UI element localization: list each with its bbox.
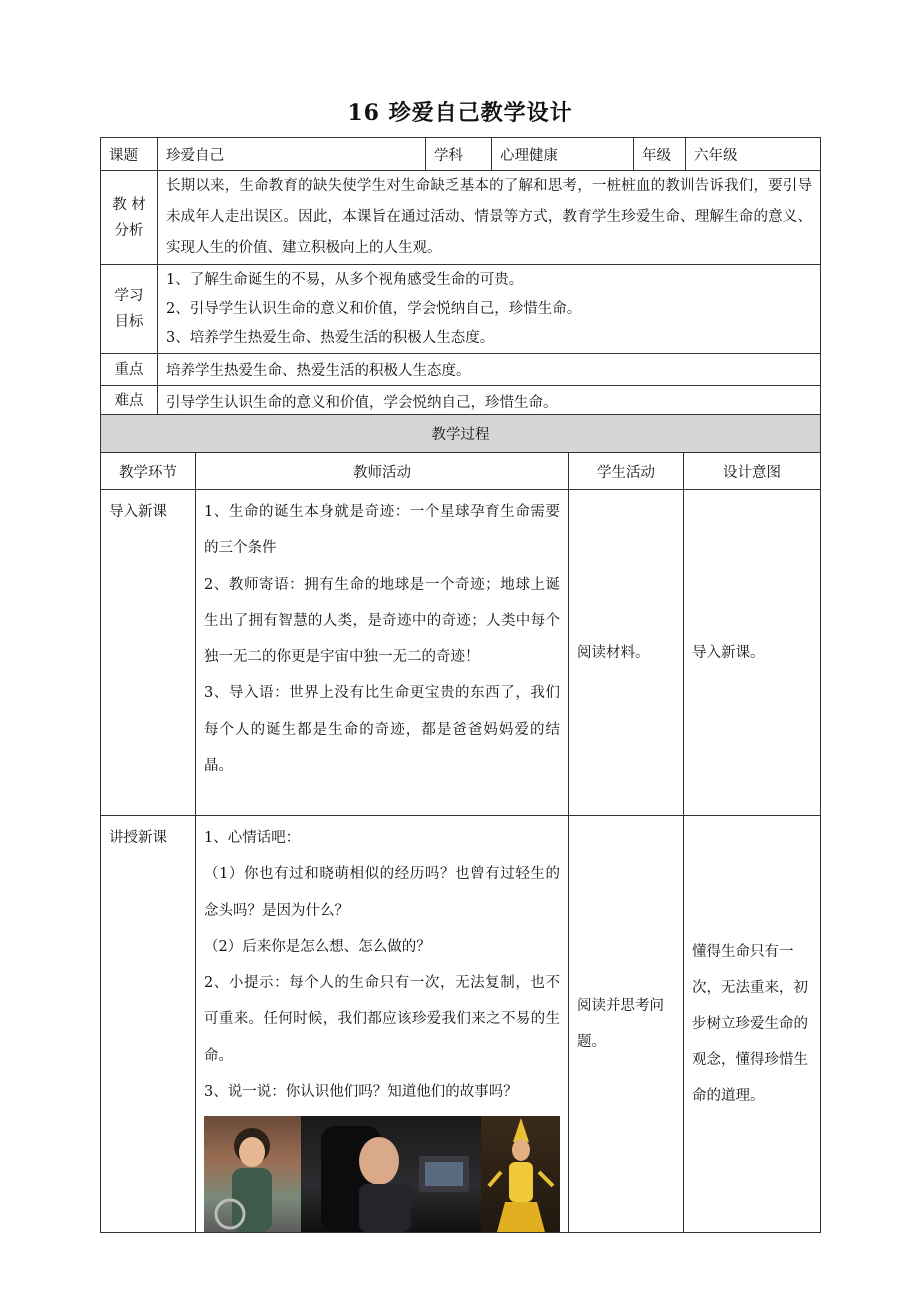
person-silhouette-icon <box>481 1116 560 1232</box>
teacher-activity-cell <box>196 490 569 816</box>
info-row <box>101 138 821 171</box>
teacher-activity-item: （1）你也有过和晓萌相似的经历吗？也曾有过轻生的念头吗？是因为什么？ <box>204 866 560 919</box>
teacher-activity-item: 3、导入语：世界上没有比生命更宝贵的东西了，我们每个人的诞生都是生命的奇迹，都是爸爸妈妈爱的结晶。 <box>204 685 560 775</box>
analysis-text: 长期以来，生命教育的缺失使学生对生命缺乏基本的了解和思考，一桩桩血的教训告诉我们，要引导未成年人走出误区。因此，本课旨在通过活动、情景等方式，教育学生珍爱生命、理解生命的意义、实现人生的价值、建立积极向上的人生观。 <box>158 171 821 265</box>
process-row-new-lesson <box>101 816 821 1233</box>
teacher-activity-cell <box>196 816 569 1233</box>
goals-label-line2: 目标 <box>114 314 144 330</box>
key-point-text: 培养学生热爱生命、热爱生活的积极人生态度。 <box>158 354 821 386</box>
subject-value: 心理健康 <box>492 138 634 171</box>
goal-item: 3、培养学生热爱生命、热爱生活的积极人生态度。 <box>166 329 495 346</box>
student-activity-cell: 阅读材料。 <box>569 490 684 816</box>
design-intent-cell: 懂得生命只有一次，无法重来，初步树立珍爱生命的观念，懂得珍惜生命的道理。 <box>684 816 821 1233</box>
goals-row <box>101 265 821 354</box>
goals-label <box>101 265 158 354</box>
goal-item: 2、引导学生认识生命的意义和价值，学会悦纳自己，珍惜生命。 <box>166 300 582 317</box>
stage-cell: 导入新课 <box>101 490 196 816</box>
design-intent-cell: 导入新课。 <box>684 490 821 816</box>
process-banner: 教学过程 <box>101 415 821 453</box>
grade-label: 年级 <box>634 138 686 171</box>
course-label: 课题 <box>101 138 158 171</box>
lesson-info-table <box>100 137 821 417</box>
difficulty-row <box>101 386 821 417</box>
key-point-row <box>101 354 821 386</box>
page-title: 16 珍爱自己教学设计 <box>347 100 573 126</box>
course-value: 珍爱自己 <box>158 138 426 171</box>
teacher-activity-item: 2、小提示：每个人的生命只有一次，无法复制，也不可重来。任何时候，我们都应该珍爱我们来之不易的生命。 <box>204 975 560 1064</box>
stage-cell: 讲授新课 <box>101 816 196 1233</box>
header-student: 学生活动 <box>569 453 684 490</box>
person-silhouette-icon <box>301 1116 481 1232</box>
person-silhouette-icon <box>204 1116 301 1232</box>
analysis-label <box>101 171 158 265</box>
photo-dancer <box>481 1116 560 1232</box>
goals-list <box>158 265 821 354</box>
goals-label-line1: 学习 <box>114 288 144 304</box>
difficulty-label: 难点 <box>101 386 158 417</box>
teacher-activity-item: 3、说一说：你认识他们吗？知道他们的故事吗？ <box>204 1084 518 1101</box>
photo-hawking <box>301 1116 481 1232</box>
photo-strip <box>204 1116 560 1232</box>
process-banner-row <box>101 415 821 453</box>
teacher-activity-item: 1、生命的诞生本身就是奇迹：一个星球孕育生命需要的三个条件 <box>204 504 560 557</box>
process-header-row <box>101 453 821 490</box>
header-teacher: 教师活动 <box>196 453 569 490</box>
key-point-label: 重点 <box>101 354 158 386</box>
analysis-row <box>101 171 821 265</box>
header-stage: 教学环节 <box>101 453 196 490</box>
teacher-activity-item: （2）后来你是怎么想、怎么做的？ <box>204 938 431 955</box>
process-row-intro <box>101 490 821 816</box>
teaching-process-table <box>100 414 821 1233</box>
grade-value: 六年级 <box>686 138 821 171</box>
difficulty-text: 引导学生认识生命的意义和价值，学会悦纳自己，珍惜生命。 <box>158 386 821 417</box>
photo-woman-wheelchair <box>204 1116 301 1232</box>
teacher-activity-item: 2、教师寄语：拥有生命的地球是一个奇迹；地球上诞生出了拥有智慧的人类，是奇迹中的奇迹；人类中每个独一无二的你更是宇宙中独一无二的奇迹！ <box>204 576 560 666</box>
goal-item: 1、了解生命诞生的不易，从多个视角感受生命的可贵。 <box>166 271 524 288</box>
teacher-activity-item: 1、心情话吧： <box>204 830 301 846</box>
subject-label: 学科 <box>426 138 492 171</box>
student-activity-cell: 阅读并思考问题。 <box>569 816 684 1233</box>
analysis-label-line2: 分析 <box>114 222 144 239</box>
header-intent: 设计意图 <box>684 453 821 490</box>
analysis-label-line1: 教 材 <box>112 196 146 213</box>
